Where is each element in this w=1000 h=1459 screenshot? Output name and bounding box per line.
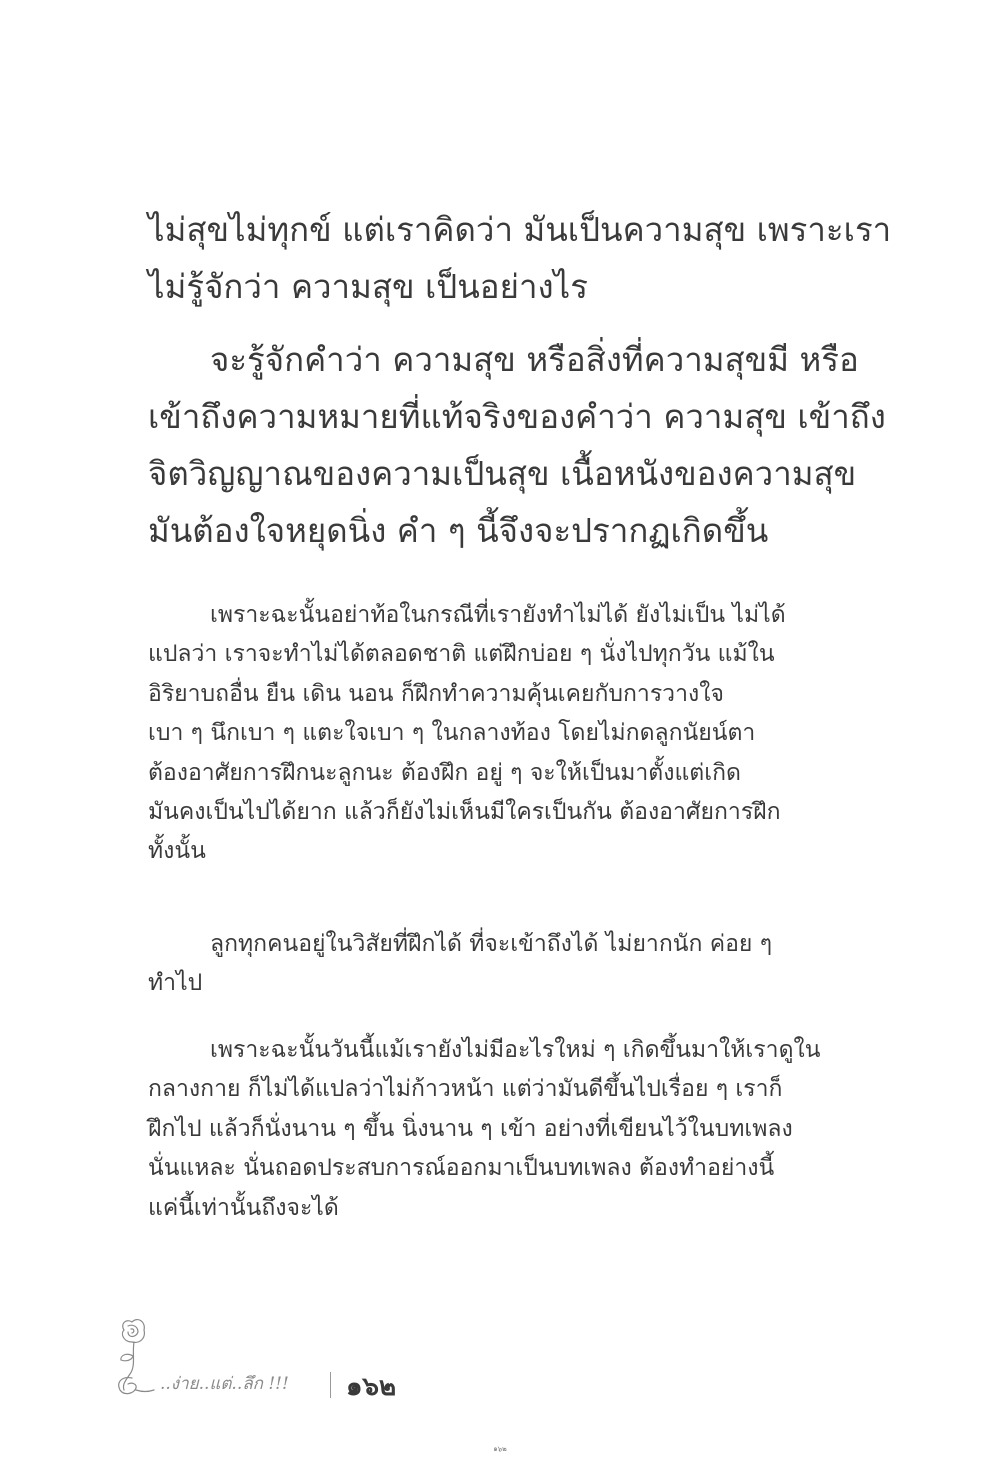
footer-divider xyxy=(330,1372,331,1398)
rose-icon xyxy=(112,1312,162,1402)
tagline: ..ง่าย..แต่..ลึก !!! xyxy=(160,1374,289,1394)
text-line: มันต้องใจหยุดนิ่ง คำ ๆ นี้จึงจะปรากฏเกิดขึ้น xyxy=(148,511,769,550)
text-line: ต้องอาศัยการฝึกนะลูกนะ ต้องฝึก อยู่ ๆ จะให้เป็นมาตั้งแต่เกิด xyxy=(148,759,741,786)
text-line: ทั้งนั้น xyxy=(148,838,206,865)
text-line: แค่นี้เท่านั้นถึงจะได้ xyxy=(148,1194,339,1221)
text-line: เข้าถึงความหมายที่แท้จริงของคำว่า ความสุข เข้าถึง xyxy=(148,397,886,436)
text-line: ทำไป xyxy=(148,970,203,997)
text-line: เพราะฉะนั้นวันนี้แม้เรายังไม่มีอะไรใหม่ ๆ เกิดขึ้นมาให้เราดูใน xyxy=(210,1037,821,1063)
large-paragraph-2 xyxy=(148,331,886,559)
text-line: จิตวิญญาณของความเป็นสุข เนื้อหนังของความสุข xyxy=(148,454,857,493)
text-line: ไม่สุขไม่ทุกข์ แต่เราคิดว่า มันเป็นความสุข เพราะเรา xyxy=(148,210,892,249)
text-line: ฝึกไป แล้วก็นั่งนาน ๆ ขึ้น นิ่งนาน ๆ เข้า อย่างที่เขียนไว้ในบทเพลง xyxy=(148,1115,793,1142)
tiny-page-mark: ๑๖๒ xyxy=(493,1445,507,1453)
page-number: ๑๖๒ xyxy=(346,1372,397,1402)
page-footer xyxy=(112,1312,512,1402)
text-line: กลางกาย ก็ไม่ได้แปลว่าไม่ก้าวหน้า แต่ว่ามันดีขึ้นไปเรื่อย ๆ เราก็ xyxy=(148,1076,783,1103)
text-line: แปลว่า เราจะทำไม่ได้ตลอดชาติ แต่ฝึกบ่อย ๆ นั่งไปทุกวัน แม้ใน xyxy=(148,641,775,668)
text-line: เพราะฉะนั้นอย่าท้อในกรณีที่เรายังทำไม่ได้ ยังไม่เป็น ไม่ได้ xyxy=(210,602,786,628)
text-line: นั่นแหละ นั่นถอดประสบการณ์ออกมาเป็นบทเพลง ต้องทำอย่างนี้ xyxy=(148,1155,775,1182)
text-line: เบา ๆ นึกเบา ๆ แตะใจเบา ๆ ในกลางท้อง โดยไม่กดลูกนัยน์ตา xyxy=(148,720,756,747)
text-line: มันคงเป็นไปได้ยาก แล้วก็ยังไม่เห็นมีใครเป็นกัน ต้องอาศัยการฝึก xyxy=(148,799,781,826)
body-paragraph-2 xyxy=(148,925,848,1004)
text-line: ไม่รู้จักว่า ความสุข เป็นอย่างไร xyxy=(148,267,588,306)
body-paragraph-3 xyxy=(148,1031,848,1228)
text-line: ลูกทุกคนอยู่ในวิสัยที่ฝึกได้ ที่จะเข้าถึงได้ ไม่ยากนัก ค่อย ๆ xyxy=(210,931,773,957)
text-line: จะรู้จักคำว่า ความสุข หรือสิ่งที่ความสุขมี หรือ xyxy=(210,340,859,379)
text-line: อิริยาบถอื่น ยืน เดิน นอน ก็ฝึกทำความคุ้นเคยกับการวางใจ xyxy=(148,680,724,707)
body-paragraph-1 xyxy=(148,596,848,872)
large-paragraph-1 xyxy=(148,201,892,315)
